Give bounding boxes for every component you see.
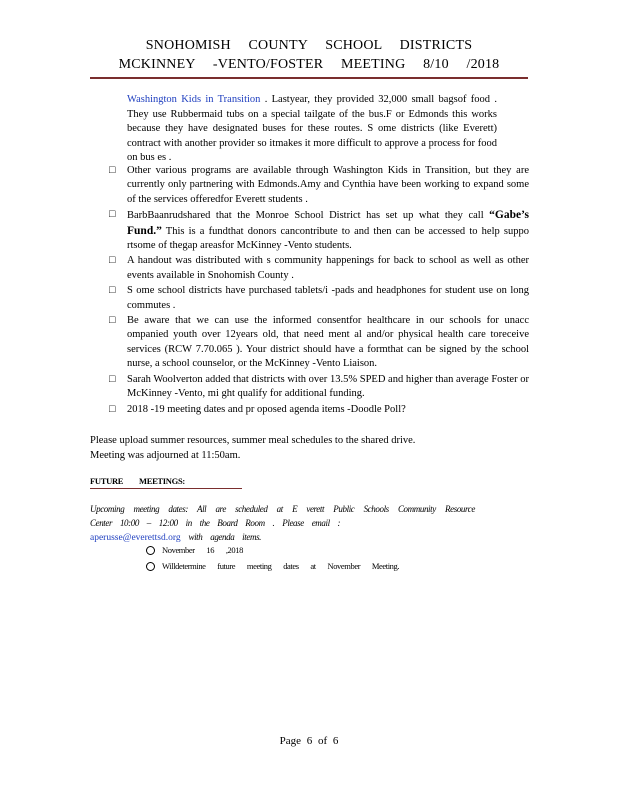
intro-paragraph bbox=[127, 93, 497, 166]
bullet-square-icon: □ bbox=[109, 285, 116, 297]
bullet-square-icon: □ bbox=[109, 255, 116, 267]
meeting-date-text: November 16 ,2018 bbox=[162, 545, 243, 555]
meeting-date-text: Willdetermine future meeting dates at November Meeting. bbox=[162, 561, 400, 571]
upcoming-text-end: with agenda items. bbox=[180, 532, 262, 542]
list-item bbox=[109, 208, 529, 253]
upcoming-meetings-paragraph bbox=[90, 502, 475, 545]
future-meetings-underline bbox=[90, 488, 242, 489]
email-link[interactable]: aperusse@everettsd.org bbox=[90, 533, 181, 543]
header-title-line2: MCKINNEY -VENTO/FOSTER MEETING 8/10 /2018 bbox=[118, 57, 500, 72]
closing-notes bbox=[90, 434, 510, 463]
bullet-square-icon: □ bbox=[109, 315, 116, 327]
circle-bullet-icon bbox=[146, 546, 155, 555]
list-item bbox=[109, 314, 529, 372]
list-item bbox=[109, 373, 529, 402]
upload-note: Please upload summer resources, summer meal schedules to the shared drive. bbox=[90, 435, 416, 446]
list-item-text: This is a fundthat donors cancontribute to and then can be accessed to help suppo rtsome of thegap areasfor McKinney -Vento students. bbox=[127, 225, 529, 252]
page-number: Page 6 of 6 bbox=[279, 735, 339, 747]
list-item-text: BarbBaanrudshared that the Monroe School District has set up what they call bbox=[127, 210, 490, 222]
list-item bbox=[109, 164, 529, 207]
bullet-square-icon: □ bbox=[109, 403, 116, 415]
list-item bbox=[109, 254, 529, 283]
bullet-square-icon: □ bbox=[109, 373, 116, 385]
list-item-text: A handout was distributed with s community happenings for back to school as well as other events available in Snohomish County . bbox=[127, 255, 529, 281]
list-item bbox=[109, 284, 529, 313]
bullet-square-icon: □ bbox=[109, 165, 116, 176]
list-item-text: S ome school districts have purchased tablets/i -pads and headphones for student use on long commutes . bbox=[127, 285, 529, 311]
future-meetings-heading: FUTURE MEETINGS: bbox=[90, 476, 185, 486]
list-item-text: Be aware that we can use the informed consentfor healthcare in our schools for unacc ompanied youth over 12years old, that need ment al and/or physical health care toreceive services (RCW 7.70.065 ). Your district should have a formthat can be signed by the school nurse, a school counselor, or the McKinney -Vento Liaison. bbox=[127, 315, 529, 370]
header-title-line1: SNOHOMISH COUNTY SCHOOL DISTRICTS bbox=[145, 38, 473, 53]
list-item-text: 2018 -19 meeting dates and pr oposed agenda items -Doodle Poll? bbox=[127, 403, 406, 415]
bullet-list bbox=[109, 164, 529, 418]
intro-text: . Lastyear, they provided 32,000 small bagsof food . They use Rubbermaid tubs on a special tailgate of the bus.F or Edmonds this works because they have designated buses for these routes. S ome districts (like Everett) contract with another provider so itmakes it more difficult to approve a process for food on bus es . bbox=[127, 94, 497, 163]
list-item-text: Sarah Woolverton added that districts with over 13.5% SPED and higher than average Foster or McKinney -Vento, mi ght qualify for additional funding. bbox=[127, 373, 529, 400]
adjourned-note: Meeting was adjourned at 11:50am. bbox=[90, 449, 241, 461]
header-divider bbox=[90, 77, 528, 79]
bullet-square-icon: □ bbox=[109, 209, 116, 221]
upcoming-text: Upcoming meeting dates: All are scheduled at E verett Public Schools Community Resource Center 10:00 – 12:00 in the Board Room . Please email : bbox=[90, 504, 475, 528]
gabes-fund-label: “Gabe’s Fund.” bbox=[127, 209, 529, 237]
list-item-text: Other various programs are available through Washington Kids in Transition, but they are currently only partnering with Edmonds.Amy and Cynthia have been working to expand some of the services offeredfor Everett students . bbox=[127, 165, 529, 205]
list-item bbox=[109, 403, 529, 417]
washington-kids-link[interactable]: Washington Kids in Transition bbox=[127, 94, 261, 105]
circle-bullet-icon bbox=[146, 562, 155, 571]
